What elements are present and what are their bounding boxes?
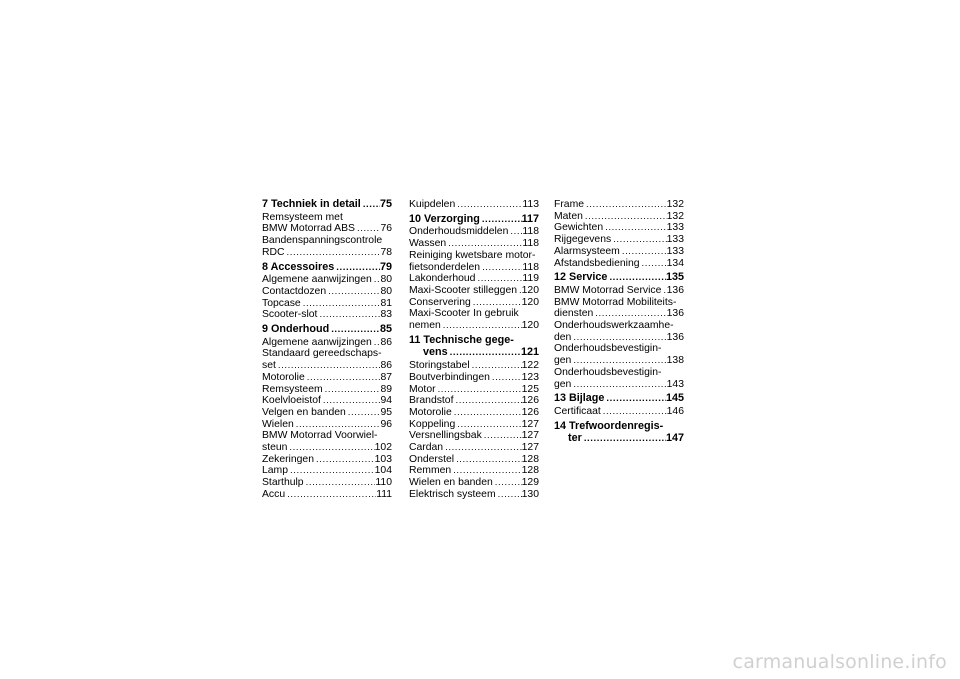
- toc-entry[interactable]: [554, 406, 684, 418]
- dot-leader: [314, 454, 375, 466]
- dot-leader: [571, 332, 666, 344]
- toc-page-number: 87: [380, 371, 392, 383]
- toc-entry-title: gen: [554, 355, 572, 367]
- toc-page-number: 86: [380, 360, 392, 372]
- toc-entry-title: Accu: [262, 488, 286, 500]
- toc-entry[interactable]: [554, 308, 684, 320]
- dot-leader: [301, 298, 381, 310]
- dot-leader: [321, 395, 381, 407]
- toc-entry[interactable]: [262, 477, 392, 489]
- toc-entry-title: Brandstof: [409, 395, 454, 407]
- toc-entry[interactable]: [409, 285, 539, 297]
- toc-entry[interactable]: [409, 360, 539, 372]
- dot-leader: [455, 419, 521, 431]
- toc-entry-title: Topcase: [262, 297, 301, 309]
- toc-entry[interactable]: [262, 372, 392, 384]
- dot-leader: [480, 262, 522, 274]
- toc-page-number: 133: [666, 234, 684, 246]
- toc-page-number: 81: [380, 297, 392, 309]
- toc-heading[interactable]: [262, 262, 392, 274]
- dot-leader: [285, 247, 381, 259]
- toc-entry-title: steun: [262, 442, 288, 454]
- dot-leader: [475, 273, 522, 285]
- toc-page-number: 132: [666, 199, 684, 210]
- toc-page-number: 75: [379, 198, 392, 210]
- toc-entry[interactable]: [409, 199, 539, 211]
- dot-leader: [571, 355, 666, 367]
- toc-entry-title: RDC: [262, 246, 285, 258]
- toc-entry[interactable]: [262, 309, 392, 321]
- toc-entry[interactable]: [554, 211, 684, 223]
- toc-entry[interactable]: [554, 258, 684, 270]
- toc-entry-title: Gewichten: [554, 222, 604, 234]
- toc-entry[interactable]: [409, 372, 539, 384]
- toc-page-number: 120: [521, 320, 539, 332]
- toc-entry-title: 7 Techniek in detail: [262, 198, 361, 210]
- toc-page-number: 102: [374, 442, 392, 454]
- toc-entry-title: Motor: [409, 383, 436, 395]
- toc-entry-title: diensten: [554, 308, 594, 320]
- dot-leader: [436, 384, 522, 396]
- dot-leader: [361, 199, 380, 211]
- toc-page-number: 119: [522, 273, 539, 285]
- dot-leader: [470, 360, 522, 372]
- dot-leader: [452, 407, 522, 419]
- toc-entry-line: Maxi-Scooter In gebruik: [409, 308, 519, 320]
- toc-column-2: [409, 199, 539, 501]
- toc-page-number: 120: [521, 296, 539, 308]
- toc-heading[interactable]: [409, 214, 539, 226]
- dot-leader: [593, 308, 666, 320]
- dot-leader: [454, 454, 522, 466]
- toc-entry-title: Wassen: [409, 238, 447, 250]
- dot-leader: [276, 360, 381, 372]
- toc-entry-title: Onderhoudsmiddelen: [409, 226, 509, 238]
- toc-entry-title: Onderstel: [409, 453, 455, 465]
- watermark: carmanualsonline.info: [732, 651, 947, 673]
- toc-column-1: [262, 199, 392, 501]
- toc-entry[interactable]: [262, 442, 392, 454]
- dot-leader: [496, 489, 522, 501]
- toc-entry[interactable]: [262, 360, 392, 372]
- toc-page-number: 85: [379, 323, 392, 336]
- toc-entry[interactable]: [409, 320, 539, 332]
- toc-entry[interactable]: [262, 274, 392, 286]
- toc-page-number: 121: [520, 346, 539, 359]
- toc-entry[interactable]: [262, 395, 392, 407]
- toc-entry-title: Maxi-Scooter stilleggen: [409, 284, 517, 296]
- toc-entry-title: BMW Motorrad ABS: [262, 223, 355, 235]
- dot-leader: [323, 384, 381, 396]
- toc-entry[interactable]: [262, 407, 392, 419]
- toc-page-number: 103: [374, 453, 392, 465]
- toc-entry[interactable]: [409, 419, 539, 431]
- toc-entry[interactable]: [262, 384, 392, 396]
- toc-page-number: 132: [666, 210, 684, 222]
- toc-entry[interactable]: [554, 285, 684, 297]
- dot-leader: [601, 406, 667, 418]
- toc-entry-title: Starthulp: [262, 477, 304, 489]
- toc-page-number: 146: [666, 405, 684, 417]
- toc-entry-title: nemen: [409, 320, 441, 332]
- toc-entry-line: Remsysteem met: [262, 211, 343, 223]
- toc-heading[interactable]: [262, 199, 392, 211]
- toc-entry[interactable]: [262, 286, 392, 298]
- toc-entry-title: Kuipdelen: [409, 199, 456, 210]
- toc-page-number: 104: [374, 465, 392, 477]
- dot-leader: [471, 297, 522, 309]
- dot-leader: [441, 320, 522, 332]
- toc-page-number: 96: [380, 418, 392, 430]
- dot-leader: [508, 226, 522, 238]
- toc-page-number: 138: [666, 355, 684, 367]
- toc-page-number: 118: [522, 261, 539, 273]
- dot-leader: [571, 379, 666, 391]
- toc-entry-title: Maten: [554, 210, 583, 222]
- toc-entry[interactable]: [262, 465, 392, 477]
- toc-entry-title: 9 Onderhoud: [262, 323, 330, 336]
- toc-page-number: 89: [380, 383, 392, 395]
- toc-entry[interactable]: [554, 332, 684, 344]
- toc-page-number: 83: [380, 309, 392, 321]
- toc-page-number: 126: [521, 395, 539, 407]
- dot-leader: [304, 477, 376, 489]
- toc-entry[interactable]: [262, 298, 392, 310]
- toc-entry-title: Conservering: [409, 296, 471, 308]
- dot-leader: [448, 347, 521, 359]
- toc-entry-line: Reiniging kwetsbare motor-: [409, 249, 536, 261]
- dot-leader: [582, 433, 666, 445]
- toc-entry[interactable]: [409, 384, 539, 396]
- toc-entry-title: Cardan: [409, 442, 444, 454]
- dot-leader: [455, 199, 522, 211]
- dot-leader: [288, 465, 375, 477]
- toc-page-number: 145: [665, 392, 684, 405]
- toc-entry-title: Storingstabel: [409, 360, 470, 372]
- toc-page-number: 118: [522, 226, 539, 238]
- toc-entry-title: fietsonderdelen: [409, 261, 481, 273]
- toc-entry[interactable]: [554, 355, 684, 367]
- dot-leader: [451, 465, 522, 477]
- toc-entry[interactable]: [554, 234, 684, 246]
- toc-entry-title: Afstandsbediening: [554, 257, 640, 269]
- toc-page-number: 147: [665, 432, 684, 445]
- toc-entry[interactable]: [262, 337, 392, 349]
- toc-entry[interactable]: [409, 454, 539, 466]
- toc-page-number: 94: [380, 395, 392, 407]
- toc-entry-title: 12 Service: [554, 271, 608, 284]
- dot-leader: [372, 337, 381, 349]
- toc-entry[interactable]: [409, 395, 539, 407]
- toc-entry[interactable]: [554, 222, 684, 234]
- toc-entry-line: BMW Motorrad Mobiliteits-: [554, 296, 677, 308]
- toc-entry-title: Koelvloeistof: [262, 395, 321, 407]
- dot-leader: [640, 258, 667, 270]
- toc-entry-title: 10 Verzorging: [409, 212, 480, 225]
- toc-entry-line: BMW Motorrad Voorwiel-: [262, 430, 378, 442]
- toc-entry-title: Alarmsysteem: [554, 245, 620, 257]
- toc-entry-title: Algemene aanwijzingen: [262, 274, 372, 286]
- dot-leader: [317, 309, 380, 321]
- toc-entry-title: Lakonderhoud: [409, 273, 476, 285]
- toc-entry[interactable]: [409, 430, 539, 442]
- toc-page-number: 136: [666, 331, 684, 343]
- toc-column-3: [554, 199, 684, 446]
- toc-page-number: 126: [521, 406, 539, 418]
- toc-page-number: 127: [521, 442, 539, 454]
- toc-heading[interactable]: [554, 272, 684, 284]
- toc-page-number: 113: [522, 199, 539, 210]
- dot-leader: [287, 442, 374, 454]
- dot-leader: [294, 419, 381, 431]
- toc-entry[interactable]: [262, 223, 392, 235]
- toc-entry[interactable]: [409, 273, 539, 285]
- toc-heading: 11 Technische gege-: [409, 333, 514, 346]
- toc-entry-title: Motorolie: [409, 406, 452, 418]
- toc-entry[interactable]: [262, 454, 392, 466]
- toc-heading[interactable]: [554, 433, 684, 445]
- dot-leader: [305, 372, 381, 384]
- dot-leader: [603, 222, 667, 234]
- toc-page-number: 122: [521, 360, 539, 372]
- toc-entry-title: Velgen en banden: [262, 406, 346, 418]
- toc-page-number: 135: [665, 271, 684, 284]
- toc-entry-title: BMW Motorrad Service: [554, 284, 662, 296]
- toc-entry-title: Remmen: [409, 465, 452, 477]
- toc-entry[interactable]: [409, 407, 539, 419]
- toc-page-number: 128: [521, 465, 539, 477]
- dot-leader: [490, 372, 522, 384]
- dot-leader: [611, 234, 666, 246]
- toc-entry-title: Frame: [554, 199, 585, 210]
- toc-entry[interactable]: [409, 238, 539, 250]
- toc-entry-title: Wielen: [262, 418, 294, 430]
- toc-page-number: 133: [666, 222, 684, 234]
- toc-page-number: 110: [375, 477, 392, 489]
- toc-entry[interactable]: [262, 489, 392, 501]
- toc-entry-title: den: [554, 331, 572, 343]
- toc-heading[interactable]: [409, 347, 539, 359]
- toc-heading: 14 Trefwoordenregis-: [554, 419, 664, 432]
- dot-leader: [326, 286, 380, 298]
- toc-page-number: 133: [666, 245, 684, 257]
- toc-entry-title: Zekeringen: [262, 453, 314, 465]
- toc-entry[interactable]: [262, 419, 392, 431]
- dot-leader: [607, 272, 666, 284]
- toc-entry-title: Wielen en banden: [409, 477, 493, 489]
- toc-entry-title: Remsysteem: [262, 383, 323, 395]
- toc-entry-line: Onderhoudswerkzaamhe-: [554, 320, 674, 332]
- toc-entry-title: 13 Bijlage: [554, 392, 605, 405]
- dot-leader: [583, 211, 667, 223]
- toc-page-number: 128: [521, 453, 539, 465]
- dot-leader: [329, 324, 380, 336]
- toc-entry[interactable]: [409, 226, 539, 238]
- toc-entry[interactable]: [554, 379, 684, 391]
- toc-entry-title: Lamp: [262, 465, 288, 477]
- toc-page-number: 120: [521, 284, 539, 296]
- toc-entry[interactable]: [554, 246, 684, 258]
- toc-entry-line: Bandenspanningscontrole: [262, 235, 383, 247]
- toc-page-number: 127: [521, 418, 539, 430]
- dot-leader: [482, 430, 522, 442]
- toc-page-number: 80: [380, 274, 392, 286]
- toc-entry[interactable]: [409, 297, 539, 309]
- dot-leader: [372, 274, 381, 286]
- toc-page-number: 129: [521, 477, 539, 489]
- toc-entry-title: ter: [568, 432, 582, 445]
- dot-leader: [355, 223, 380, 235]
- toc-entry-title: Elektrisch systeem: [409, 488, 496, 500]
- toc-page-number: 79: [379, 260, 392, 273]
- toc-page-number: 125: [521, 383, 539, 395]
- dot-leader: [453, 395, 521, 407]
- dot-leader: [346, 407, 381, 419]
- toc-entry[interactable]: [262, 247, 392, 259]
- dot-leader: [493, 477, 522, 489]
- toc-entry-title: 8 Accessoires: [262, 260, 335, 273]
- toc-page-number: 111: [376, 488, 392, 500]
- dot-leader: [443, 442, 522, 454]
- toc-page-number: 127: [521, 430, 539, 442]
- toc-entry-title: Motorolie: [262, 371, 305, 383]
- toc-heading[interactable]: [554, 393, 684, 405]
- toc-page-number: 118: [522, 238, 539, 250]
- toc-entry[interactable]: [554, 199, 684, 211]
- toc-page-number: 86: [380, 336, 392, 348]
- toc-page-number: 123: [521, 371, 539, 383]
- toc-page-number: 143: [666, 378, 684, 390]
- toc-entry-line: Onderhoudsbevestigin-: [554, 366, 662, 378]
- toc-page-number: 76: [380, 223, 392, 235]
- dot-leader: [334, 262, 380, 274]
- toc-entry-title: Contactdozen: [262, 285, 327, 297]
- toc-entry-title: Boutverbindingen: [409, 371, 490, 383]
- toc-entry-line: Onderhoudsbevestigin-: [554, 343, 662, 355]
- dot-leader: [620, 246, 667, 258]
- dot-leader: [446, 238, 522, 250]
- toc-entry-title: Scooter-slot: [262, 309, 318, 321]
- toc-page-number: 136: [666, 308, 684, 320]
- toc-entry-title: set: [262, 360, 276, 372]
- toc-entry[interactable]: [409, 442, 539, 454]
- dot-leader: [480, 214, 522, 226]
- dot-leader: [604, 393, 666, 405]
- toc-entry-title: Algemene aanwijzingen: [262, 336, 372, 348]
- toc-page-number: 136: [666, 284, 684, 296]
- toc-page-number: 78: [380, 246, 392, 258]
- toc-entry-title: gen: [554, 378, 572, 390]
- toc-heading[interactable]: [262, 324, 392, 336]
- toc-entry-title: Rijgegevens: [554, 234, 612, 246]
- toc-page-number: 130: [521, 488, 539, 500]
- toc-entry-line: Standaard gereedschaps-: [262, 348, 382, 360]
- toc-entry-title: Versnellingsbak: [409, 430, 482, 442]
- toc-entry-title: Certificaat: [554, 405, 601, 417]
- toc-page-number: 95: [380, 406, 392, 418]
- toc-entry[interactable]: [409, 489, 539, 501]
- toc-entry[interactable]: [409, 465, 539, 477]
- toc-entry[interactable]: [409, 262, 539, 274]
- toc-entry-title: vens: [423, 346, 448, 359]
- toc-entry-title: Koppeling: [409, 418, 456, 430]
- dot-leader: [285, 489, 376, 501]
- dot-leader: [584, 199, 667, 211]
- toc-page-number: 134: [666, 257, 684, 269]
- toc-page-number: 117: [521, 212, 539, 225]
- toc-entry[interactable]: [409, 477, 539, 489]
- toc-page-number: 80: [380, 285, 392, 297]
